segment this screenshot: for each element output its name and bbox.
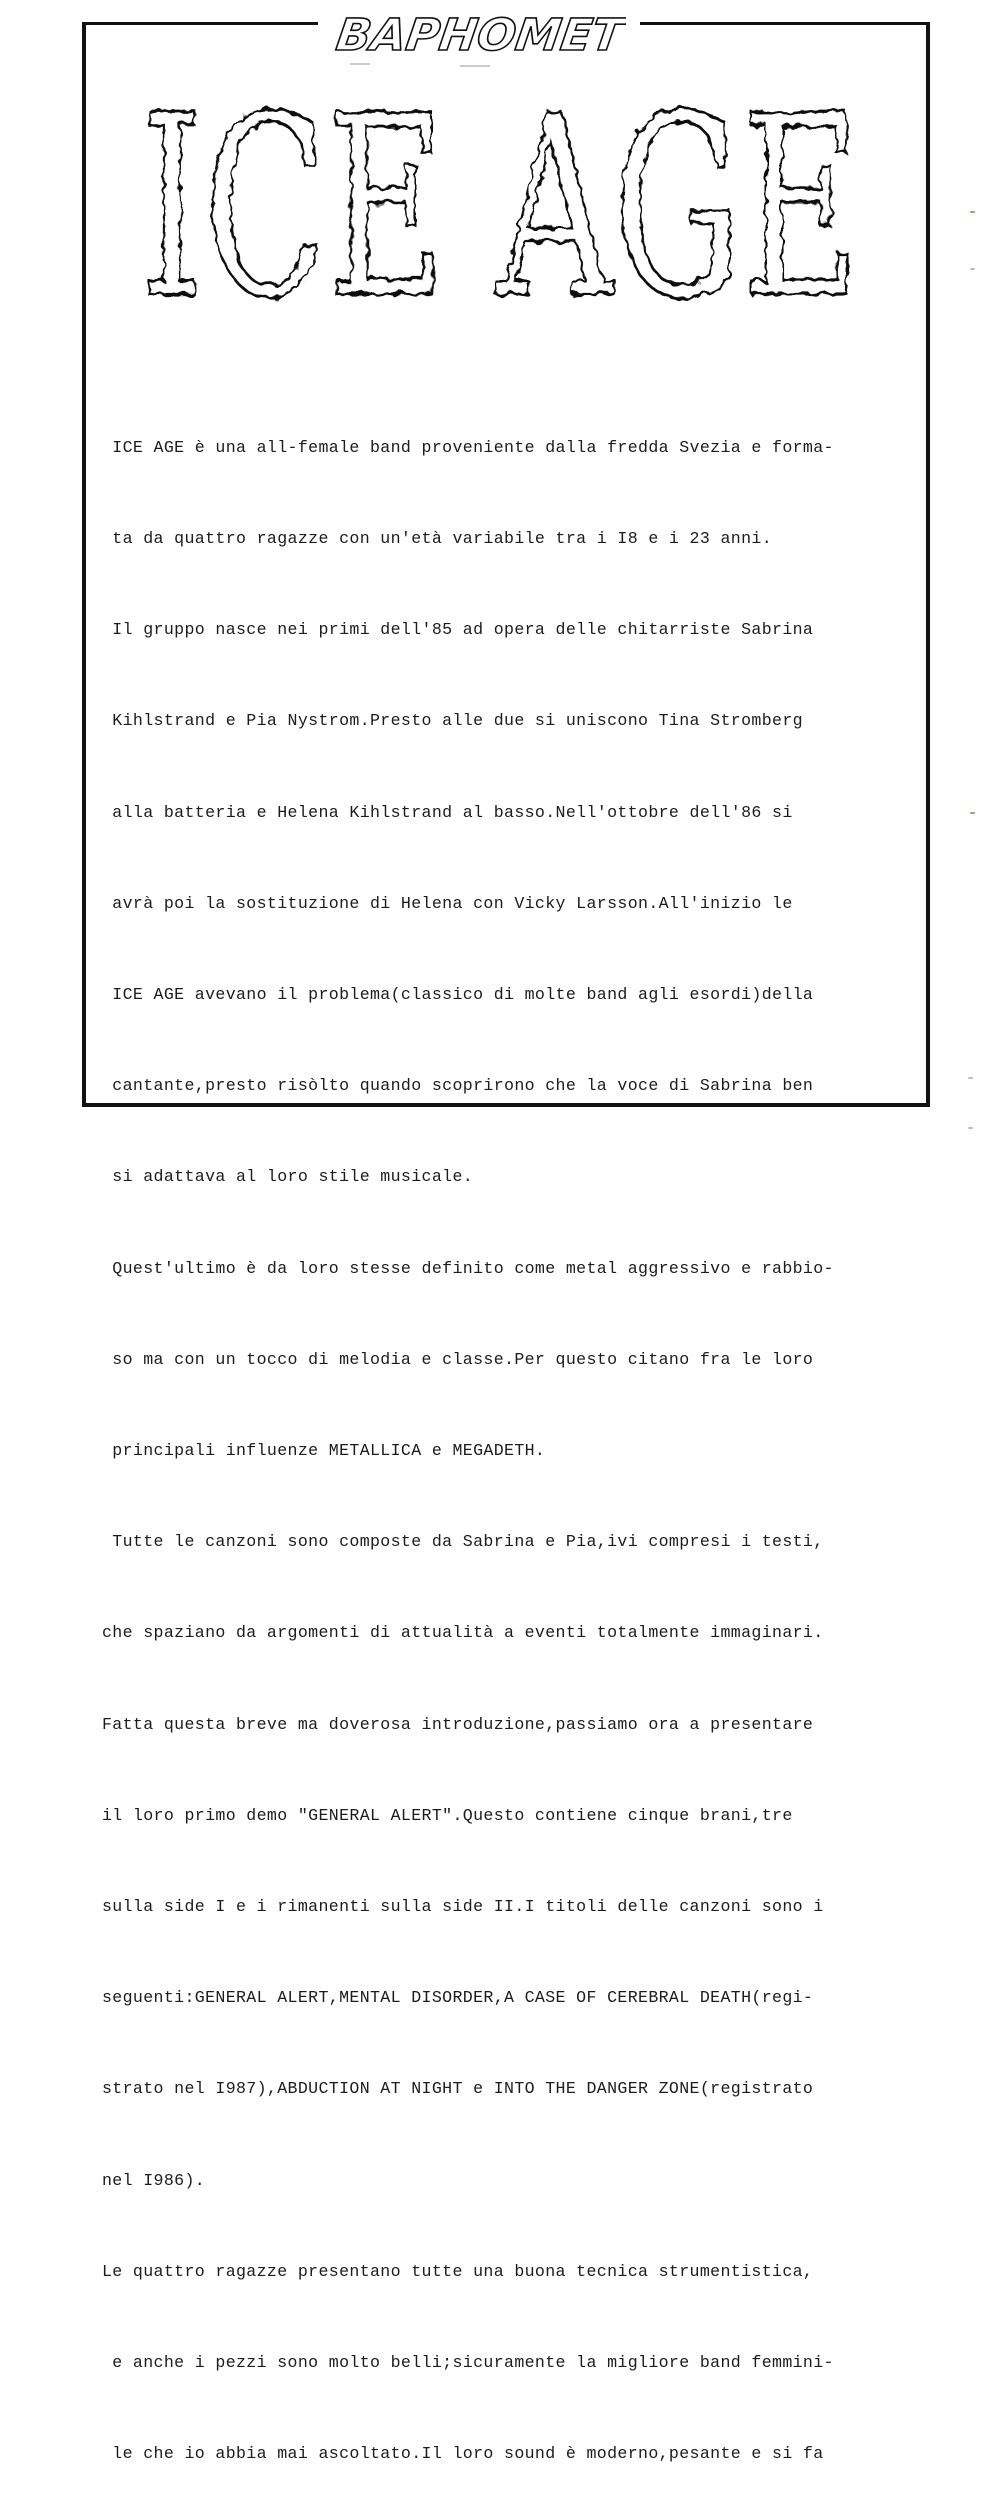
band-logo-text: ICE AGE	[140, 72, 860, 334]
scan-speck	[968, 1077, 973, 1079]
article-line: alla batteria e Helena Kihlstrand al basso.Nell'ottobre dell'86 si	[102, 802, 793, 822]
article-line: ICE AGE è una all-female band proveniente dalla fredda Svezia e forma-	[102, 437, 834, 457]
article-line: sulla side I e i rimanenti sulla side II.I titoli delle canzoni sono i	[102, 1897, 824, 1917]
article-line: il loro primo demo "GENERAL ALERT".Questo contiene cinque brani,tre	[102, 1805, 793, 1825]
zine-logo-text: BAPHOMET	[333, 10, 619, 61]
article-line: nel I986).	[102, 2170, 206, 2190]
article-line: Quest'ultimo è da loro stesse definito come metal aggressivo e rabbio-	[102, 1258, 834, 1278]
article-line: strato nel I987),ABDUCTION AT NIGHT e INTO THE DANGER ZONE(registrato	[102, 2079, 814, 2099]
article-line: ta da quattro ragazze con un'età variabile tra i I8 e i 23 anni.	[102, 529, 773, 549]
band-logo	[130, 72, 870, 334]
scan-speck	[970, 268, 975, 270]
article-line: principali influenze METALLICA e MEGADETH.	[102, 1441, 546, 1461]
article-line: Il gruppo nasce nei primi dell'85 ad opera delle chitarriste Sabrina	[102, 620, 814, 640]
zine-logo	[330, 6, 626, 68]
article-line: si adattava al loro stile musicale.	[102, 1167, 474, 1187]
scan-speck	[968, 1127, 973, 1129]
article-line: Kihlstrand e Pia Nystrom.Presto alle due si uniscono Tina Stromberg	[102, 711, 803, 731]
article-line: so ma con un tocco di melodia e classe.Per questo citano fra le loro	[102, 1349, 814, 1369]
article-line: ICE AGE avevano il problema(classico di molte band agli esordi)della	[102, 985, 814, 1005]
article-body	[102, 372, 922, 2500]
article-line: Fatta questa breve ma doverosa introduzione,passiamo ora a presentare	[102, 1714, 814, 1734]
scan-speck	[970, 211, 975, 213]
article-line: seguenti:GENERAL ALERT,MENTAL DISORDER,A CASE OF CEREBRAL DEATH(regi-	[102, 1988, 814, 2008]
scan-speck	[970, 812, 975, 814]
article-line: Le quattro ragazze presentano tutte una buona tecnica strumentistica,	[102, 2261, 814, 2281]
article-line: cantante,presto risòlto quando scoprirono che la voce di Sabrina ben	[102, 1076, 814, 1096]
article-line: avrà poi la sostituzione di Helena con Vicky Larsson.All'inizio le	[102, 893, 793, 913]
article-line: Tutte le canzoni sono composte da Sabrina e Pia,ivi compresi i testi,	[102, 1532, 824, 1552]
article-line: le che io abbia mai ascoltato.Il loro sound è moderno,pesante e si fa	[102, 2444, 824, 2464]
article-line: che spaziano da argomenti di attualità a eventi totalmente immaginari.	[102, 1623, 824, 1643]
article-line: e anche i pezzi sono molto belli;sicuramente la migliore band femmini-	[102, 2353, 834, 2373]
